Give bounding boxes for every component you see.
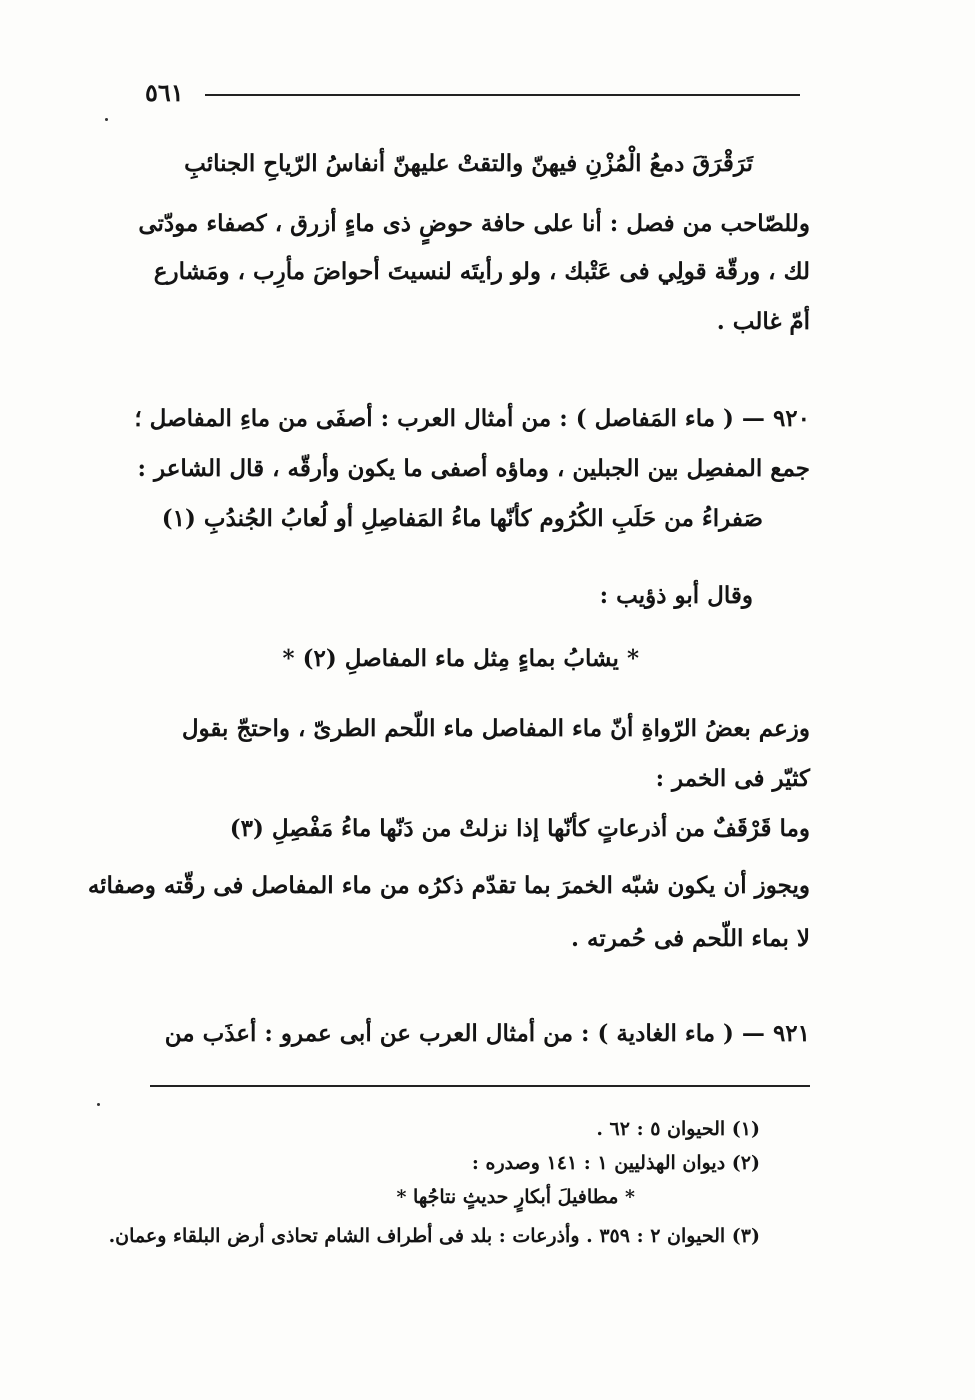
body-line-7: كثيّر فى الخمر : — [655, 765, 810, 792]
header-rule — [205, 94, 800, 96]
footnote-separator — [150, 1085, 810, 1087]
body-line-4: جمع المفصِل بين الجبلين ، وماؤه أصفى ما يكون وأرقّه ، قال الشاعر : — [137, 455, 810, 482]
entry-921-heading: ٩٢١ — ( ماء الغادية ) : من أمثال العرب عن أبى عمرو : أعذَب من — [164, 1020, 810, 1047]
body-line-3: أمّ غالب . — [716, 308, 810, 335]
ink-speck — [105, 118, 108, 121]
page-header — [145, 78, 800, 108]
verse-line-2: صَفراءُ من حَلَبِ الكُرُوم كأنّها ماءُ المَفاصِلِ أو لُعابُ الجُندُبِ (١) — [161, 505, 763, 532]
body-line-6: وزعم بعضُ الرّواةِ أنّ ماء المفاصل ماء اللّحم الطرىّ ، واحتجّ بقول — [181, 715, 810, 742]
entry-920-heading: ٩٢٠ — ( ماء المَفاصل ) : من أمثال العرب : أصفَى من ماءِ المفاصل ؛ — [134, 405, 810, 432]
body-line-5: وقال أبو ذؤيب : — [599, 582, 753, 609]
verse-line-3: * يشابُ بماءٍ مِثل ماء المفاصلِ (٢) * — [282, 645, 639, 672]
body-line-9: لا بماء اللّحم فى حُمرته . — [571, 925, 810, 952]
footnote-2: (٢) ديوان الهذليين ١ : ١٤١ وصدره : — [471, 1152, 760, 1174]
footnote-2-verse: * مطافيلَ أبكارٍ حديثٍ نتاجُها * — [396, 1186, 635, 1208]
body-line-1: وللصّاحب من فصل : أنا على حافة حوضٍ ذى ماءٍ أزرق ، كصفاء مودّتى — [138, 210, 810, 237]
page-number: ٥٦١ — [145, 78, 184, 107]
verse-line-1: تَرَقْرَقَ دمعُ الْمُزْنِ فيهنّ والتقتْ عليهنّ أنفاسُ الرّياحِ الجنائبِ — [184, 150, 753, 177]
ink-speck — [97, 1103, 100, 1106]
footnote-1: (١) الحيوان ٥ : ٦٢ . — [596, 1118, 760, 1140]
body-line-2: لك ، ورقّة قولِي فى عَتْبك ، ولو رأيتَه لنسيتَ أحواضَ مأرِب ، ومَشارع — [153, 258, 810, 285]
body-line-8: ويجوز أن يكون شبّه الخمرَ بما تقدّم ذكرُه من ماء المفاصل فى رقّته وصفائه — [87, 872, 810, 899]
verse-line-4: وما قَرْقَفٌ من أذرعاتٍ كأنّها إذا نزلتْ من دَنّها ماءُ مَفْصِلِ (٣) — [229, 815, 810, 842]
footnote-3: (٣) الحيوان ٢ : ٣٥٩ . وأذرعات : بلد فى أطراف الشام تحاذى أرض البلقاء وعمان. — [108, 1225, 760, 1247]
